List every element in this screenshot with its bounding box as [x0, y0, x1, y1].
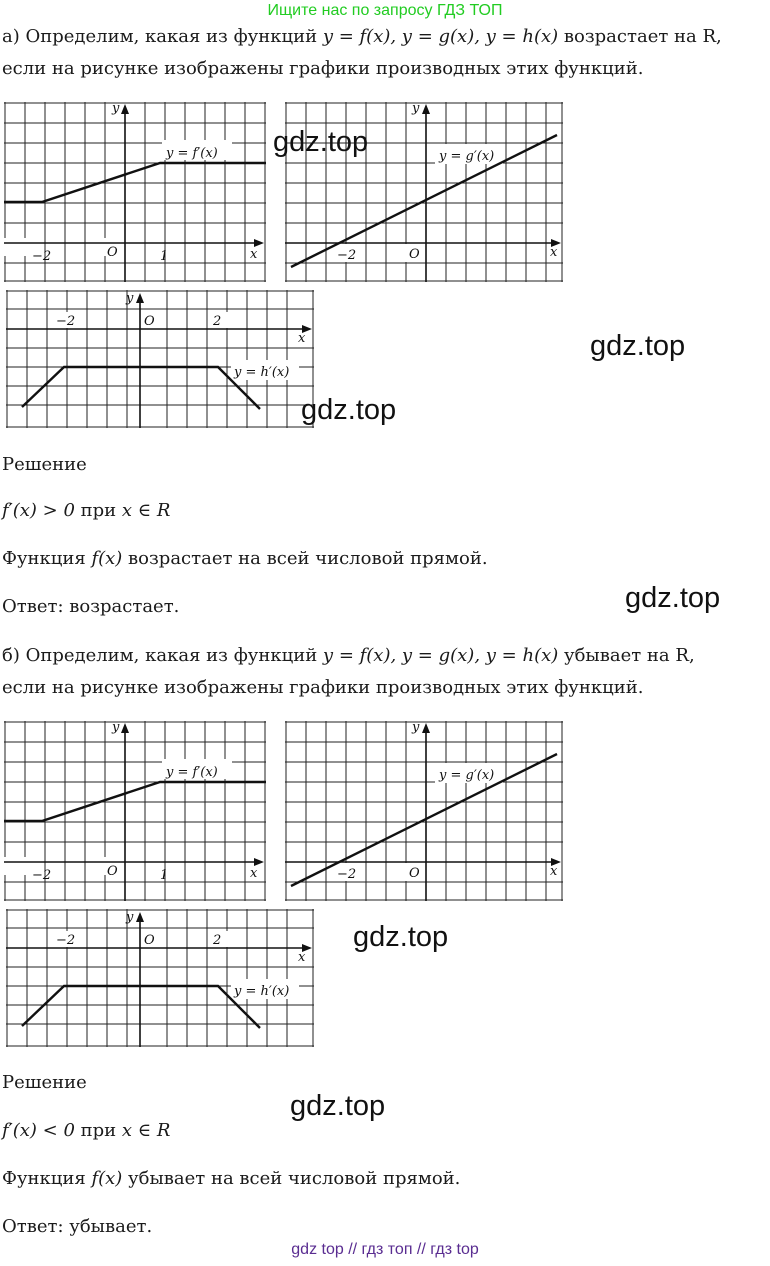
h-derivative-curve	[22, 986, 260, 1028]
question-a-line1	[2, 24, 722, 50]
curve-label: y = f′(x)	[166, 146, 218, 161]
tick-label: −2	[56, 933, 76, 948]
y-axis-label: y	[412, 102, 420, 116]
x-axis-label: x	[250, 866, 258, 881]
condition-a	[2, 498, 170, 524]
origin-label: O	[409, 247, 420, 262]
condition-b-math: f′(x) < 0	[2, 1120, 75, 1141]
x-axis-label: x	[550, 245, 558, 260]
search-banner[interactable]: Ищите нас по запросу ГДЗ ТОП	[267, 2, 503, 19]
conclusion-b-text-end: убывает на всей числовой прямой.	[122, 1168, 461, 1189]
conclusion-b-text: Функция	[2, 1168, 92, 1189]
curve-label: y = h′(x)	[234, 365, 290, 380]
graph-h-derivative-b	[6, 909, 314, 1047]
y-axis-label: y	[126, 291, 134, 306]
y-axis-label: y	[112, 721, 120, 735]
conclusion-b-function: f(x)	[91, 1168, 123, 1189]
question-a-functions: y = f(x), y = g(x), y = h(x)	[317, 26, 564, 47]
watermark: gdz.top	[273, 126, 369, 158]
condition-a-math: f′(x) > 0	[2, 500, 75, 521]
condition-b	[2, 1118, 170, 1144]
h-derivative-curve	[22, 367, 260, 409]
origin-label: O	[144, 933, 155, 948]
curve-label: y = h′(x)	[234, 984, 290, 999]
conclusion-a-text: Функция	[2, 548, 92, 569]
g-derivative-line	[291, 754, 557, 886]
answer-b: Ответ: убывает.	[2, 1216, 153, 1237]
curve-label: y = f′(x)	[166, 765, 218, 780]
watermark: gdz.top	[290, 1090, 386, 1122]
footer-links[interactable]: gdz top // гдз топ // гдз top	[291, 1241, 479, 1258]
origin-label: O	[144, 314, 155, 329]
x-axis-label: x	[298, 331, 306, 346]
graph-g-derivative-b	[285, 721, 563, 901]
origin-label: O	[409, 866, 420, 881]
watermark: gdz.top	[301, 394, 397, 426]
tick-label: 1	[160, 868, 169, 883]
question-b-prefix: б) Определим, какая из функций	[2, 645, 318, 666]
watermark: gdz.top	[353, 921, 449, 953]
origin-label: O	[107, 245, 118, 260]
graph-f-derivative-b	[4, 721, 266, 901]
question-b-line1	[2, 643, 695, 669]
condition-a-set: x ∈ R	[121, 500, 171, 521]
question-b-line2: если на рисунке изображены графики производных этих функций.	[2, 677, 644, 698]
origin-label: O	[107, 864, 118, 879]
conclusion-a	[2, 546, 488, 572]
answer-a: Ответ: возрастает.	[2, 596, 180, 617]
conclusion-a-function: f(x)	[91, 548, 123, 569]
question-a-prefix: а) Определим, какая из функций	[2, 26, 318, 47]
solution-label-b: Решение	[2, 1072, 87, 1093]
question-b-functions: y = f(x), y = g(x), y = h(x)	[317, 645, 564, 666]
question-a-suffix: возрастает на R,	[563, 26, 722, 47]
tick-label: −2	[337, 867, 357, 882]
watermark: gdz.top	[625, 582, 721, 614]
tick-label: −2	[337, 248, 357, 263]
y-axis-label: y	[126, 910, 134, 925]
watermark: gdz.top	[590, 330, 686, 362]
curve-label: y = g′(x)	[439, 149, 495, 164]
tick-label: 1	[160, 249, 169, 264]
tick-label: 2	[213, 314, 222, 329]
condition-a-word: при	[74, 500, 122, 521]
graph-h-derivative-a	[6, 290, 314, 428]
y-axis-label: y	[412, 721, 420, 735]
condition-b-word: при	[74, 1120, 122, 1141]
y-axis-label: y	[112, 102, 120, 116]
x-axis-label: x	[298, 950, 306, 965]
tick-label: −2	[32, 249, 52, 264]
solution-label-a: Решение	[2, 454, 87, 475]
tick-label: −2	[32, 868, 52, 883]
condition-b-set: x ∈ R	[121, 1120, 171, 1141]
tick-label: 2	[213, 933, 222, 948]
conclusion-b	[2, 1166, 460, 1192]
tick-label: −2	[56, 314, 76, 329]
graph-f-derivative-a	[4, 102, 266, 282]
conclusion-a-text-end: возрастает на всей числовой прямой.	[122, 548, 488, 569]
question-a-line2: если на рисунке изображены графики производных этих функций.	[2, 58, 644, 79]
question-b-suffix: убывает на R,	[563, 645, 695, 666]
x-axis-label: x	[550, 864, 558, 879]
x-axis-label: x	[250, 247, 258, 262]
curve-label: y = g′(x)	[439, 768, 495, 783]
